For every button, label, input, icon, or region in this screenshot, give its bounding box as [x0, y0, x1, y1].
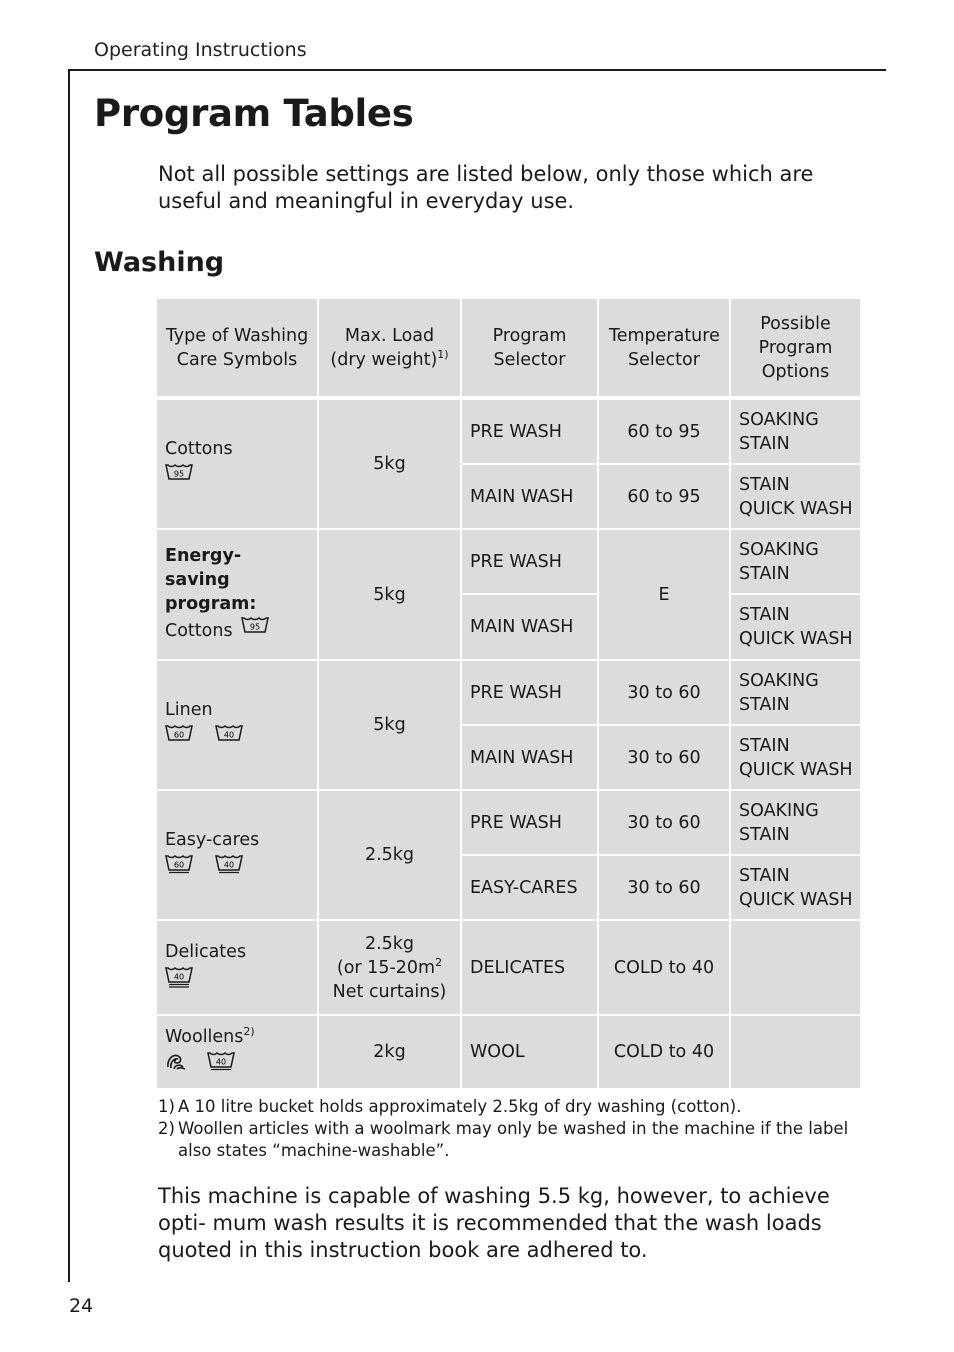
row-cottons-mainwash: MAIN WASH — [462, 465, 597, 528]
header-temperature: Temperature Selector — [599, 299, 729, 396]
row-cottons-prewash-temp: 60 to 95 — [599, 400, 729, 463]
row-woollens-options — [731, 1016, 860, 1088]
section-title-washing: Washing — [94, 247, 225, 278]
row-energy-mainwash: MAIN WASH — [462, 595, 597, 659]
footnotes — [158, 1096, 858, 1162]
row-easycares-prewash: PRE WASH — [462, 791, 597, 854]
wash-tub-icon — [215, 854, 243, 883]
wash-temperature-label: 60 — [173, 860, 185, 869]
footnote-1: 1) A 10 litre bucket holds approximately 2.5kg of dry washing (cotton). — [158, 1097, 742, 1116]
row-woollens-program: WOOL — [462, 1016, 597, 1088]
row-linen-mainwash-options: STAIN QUICK WASH — [731, 726, 860, 789]
intro-paragraph: Not all possible settings are listed below, only those which are useful and meaningful in everyday use. — [158, 162, 814, 213]
wash-temperature-label: 40 — [223, 860, 235, 869]
header-load: Max. Load (dry weight)$^{1)}$ — [319, 299, 460, 396]
wash-temperature-label: 40 — [223, 730, 235, 739]
row-delicates-load: 2.5kg (or $15-20m^2$ Net curtains) — [319, 921, 460, 1014]
wash-temperature-label: 40 — [215, 1057, 227, 1066]
row-woollens-type: Woollens$^{2)}$ 40 — [157, 1016, 317, 1088]
row-easycares-prewash-temp: 30 to 60 — [599, 791, 729, 854]
left-margin-rule — [68, 69, 70, 1282]
page-title: Program Tables — [94, 92, 414, 135]
row-linen-mainwash-temp: 30 to 60 — [599, 726, 729, 789]
row-cottons-mainwash-temp: 60 to 95 — [599, 465, 729, 528]
wash-tub-icon — [207, 1051, 235, 1080]
wash-tub-icon — [165, 724, 193, 753]
row-delicates-type: Delicates 40 — [157, 921, 317, 1014]
footnote-2: 2) Woollen articles with a woolmark may only be washed in the machine if the label also states “machine-washable”. — [158, 1119, 849, 1160]
row-woollens-temp: COLD to 40 — [599, 1016, 729, 1088]
wash-temperature-label: 40 — [173, 972, 185, 982]
wash-temperature-label: 95 — [173, 469, 185, 478]
row-energy-prewash: PRE WASH — [462, 530, 597, 593]
wash-tub-icon — [241, 616, 269, 645]
wash-temperature-label: 60 — [173, 730, 185, 739]
row-delicates-temp: COLD to 40 — [599, 921, 729, 1014]
page-number: 24 — [69, 1295, 94, 1317]
row-cottons-prewash-options: SOAKING STAIN — [731, 400, 860, 463]
row-linen-prewash: PRE WASH — [462, 661, 597, 724]
row-linen-type: Linen 60 40 — [157, 661, 317, 789]
row-easycares-main-options: STAIN QUICK WASH — [731, 856, 860, 919]
wash-tub-icon — [215, 724, 243, 753]
row-linen-prewash-temp: 30 to 60 — [599, 661, 729, 724]
row-easycares-main-temp: 30 to 60 — [599, 856, 729, 919]
row-linen-load: 5kg — [319, 661, 460, 789]
header-options: Possible Program Options — [731, 299, 860, 396]
row-easycares-load: 2.5kg — [319, 791, 460, 919]
row-easycares-type: Easy-cares 60 40 — [157, 791, 317, 919]
row-cottons-type: Cottons 95 — [157, 400, 317, 528]
row-woollens-load: 2kg — [319, 1016, 460, 1088]
row-cottons-load: 5kg — [319, 400, 460, 528]
wash-tub-icon — [165, 463, 193, 492]
running-head: Operating Instructions — [94, 39, 307, 61]
header-type: Type of Washing Care Symbols — [157, 299, 317, 396]
closing-paragraph: This machine is capable of washing 5.5 kg, however, to achieve opti- mum wash results it is recommended that the wash loads quoted in this instruction book are adhered to. — [158, 1184, 830, 1262]
woolmark-icon — [165, 1051, 187, 1071]
row-cottons-prewash: PRE WASH — [462, 400, 597, 463]
top-rule — [69, 69, 886, 71]
row-energy-type: Energy-saving program: Cottons 95 — [157, 530, 317, 659]
wash-temperature-label: 95 — [249, 622, 260, 632]
row-linen-prewash-options: SOAKING STAIN — [731, 661, 860, 724]
header-program: Program Selector — [462, 299, 597, 396]
row-linen-mainwash: MAIN WASH — [462, 726, 597, 789]
row-cottons-mainwash-options: STAIN QUICK WASH — [731, 465, 860, 528]
row-energy-mainwash-options: STAIN QUICK WASH — [731, 595, 860, 659]
row-energy-load: 5kg — [319, 530, 460, 659]
wash-tub-icon — [165, 966, 193, 995]
row-delicates-options — [731, 921, 860, 1014]
row-energy-prewash-options: SOAKING STAIN — [731, 530, 860, 593]
row-easycares-main: EASY-CARES — [462, 856, 597, 919]
row-delicates-program: DELICATES — [462, 921, 597, 1014]
wash-tub-icon — [165, 854, 193, 883]
program-table — [157, 299, 860, 1088]
row-easycares-prewash-options: SOAKING STAIN — [731, 791, 860, 854]
row-energy-temp: E — [599, 530, 729, 659]
